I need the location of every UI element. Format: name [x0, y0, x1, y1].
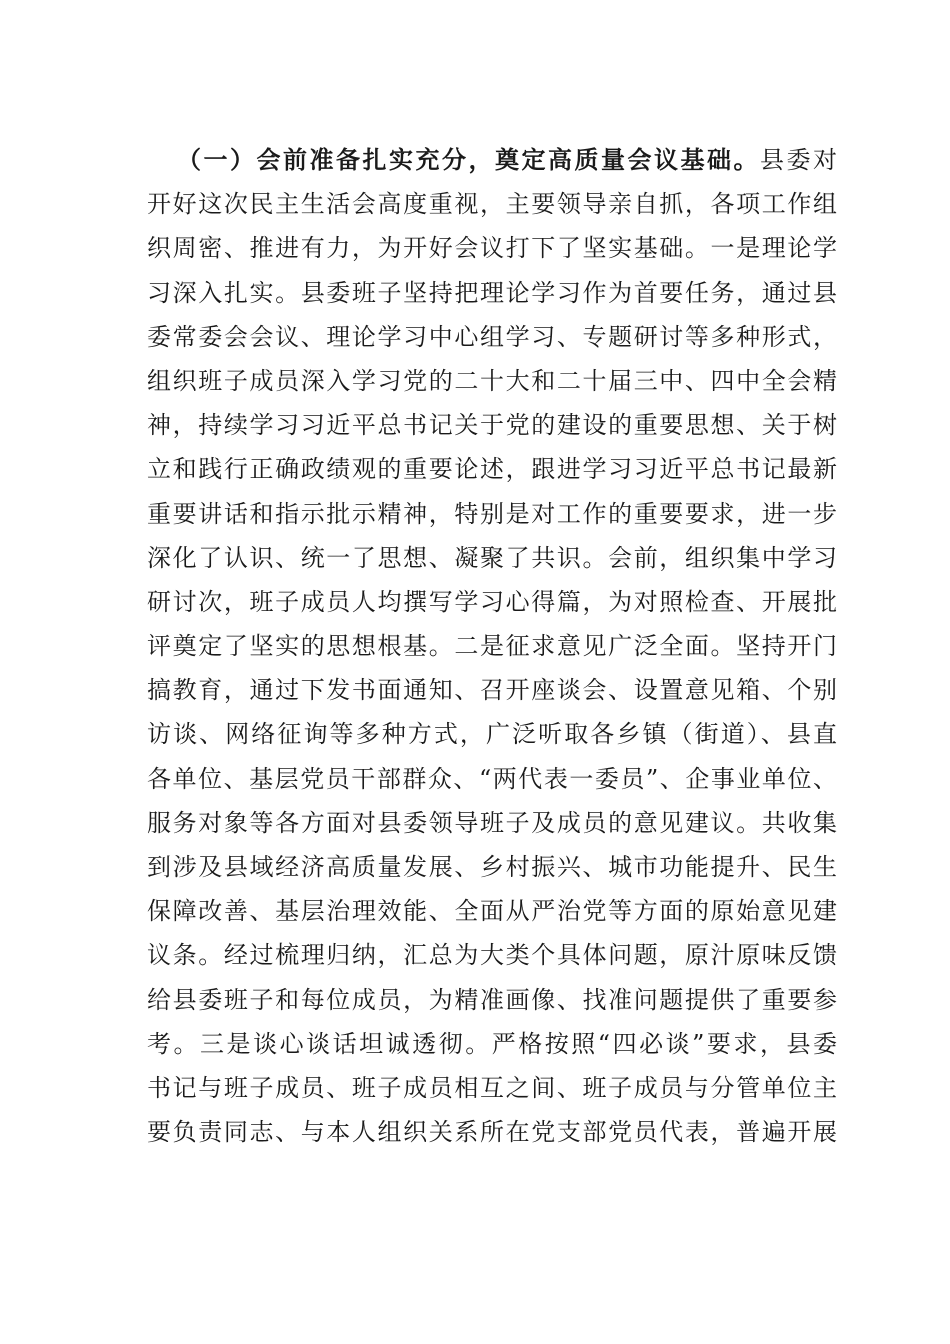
text-line-9: 重要讲话和指示批示精神，特别是对工作的重要要求，进一步 [147, 499, 837, 528]
text-line-20: 给县委班子和每位成员，为精准画像、找准问题提供了重要参 [147, 985, 837, 1014]
text-line-14: 访谈、网络征询等多种方式，广泛听取各乡镇（街道）、县直 [147, 720, 837, 749]
body-paragraph [147, 138, 837, 1154]
text-line-17: 到涉及县域经济高质量发展、乡村振兴、城市功能提升、民生 [147, 853, 837, 881]
line-text: 县委对 [760, 146, 837, 174]
text-line-12: 评奠定了坚实的思想根基。二是征求意见广泛全面。坚持开门 [147, 632, 837, 661]
text-line-6: 组织班子成员深入学习党的二十大和二十届三中、四中全会精 [147, 366, 837, 395]
text-line-15: 各单位、基层党员干部群众、“两代表一委员”、企事业单位、 [147, 764, 837, 793]
text-line-3: 织周密、推进有力，为开好会议打下了坚实基础。一是理论学 [147, 234, 837, 263]
text-line-19: 议条。经过梳理归纳，汇总为大类个具体问题，原汁原味反馈 [147, 941, 837, 970]
text-line-16: 服务对象等各方面对县委领导班子及成员的意见建议。共收集 [147, 808, 837, 837]
text-line-8: 立和践行正确政绩观的重要论述，跟进学习习近平总书记最新 [147, 455, 837, 484]
text-line-22: 书记与班子成员、班子成员相互之间、班子成员与分管单位主 [147, 1073, 837, 1102]
text-line-7: 神，持续学习习近平总书记关于党的建设的重要思想、关于树 [147, 411, 837, 440]
text-line-2: 开好这次民主生活会高度重视，主要领导亲自抓，各项工作组 [147, 190, 837, 219]
text-line-18: 保障改善、基层治理效能、全面从严治党等方面的原始意见建 [147, 897, 837, 926]
text-line-11: 研讨次，班子成员人均撰写学习心得篇，为对照检查、开展批 [147, 587, 837, 616]
text-line-4: 习深入扎实。县委班子坚持把理论学习作为首要任务，通过县 [147, 278, 837, 307]
text-line-10: 深化了认识、统一了思想、凝聚了共识。会前，组织集中学习 [147, 543, 837, 572]
text-line-13: 搞教育，通过下发书面通知、召开座谈会、设置意见箱、个别 [147, 676, 837, 705]
text-line-23: 要负责同志、与本人组织关系所在党支部党员代表，普遍开展 [147, 1118, 837, 1147]
text-line-1 [147, 138, 837, 182]
text-line-5: 委常委会会议、理论学习中心组学习、专题研讨等多种形式， [147, 322, 837, 351]
text-line-21: 考。三是谈心谈话坦诚透彻。严格按照“四必谈”要求，县委 [147, 1029, 837, 1058]
section-heading: （一）会前准备扎实充分，奠定高质量会议基础。 [177, 145, 760, 174]
